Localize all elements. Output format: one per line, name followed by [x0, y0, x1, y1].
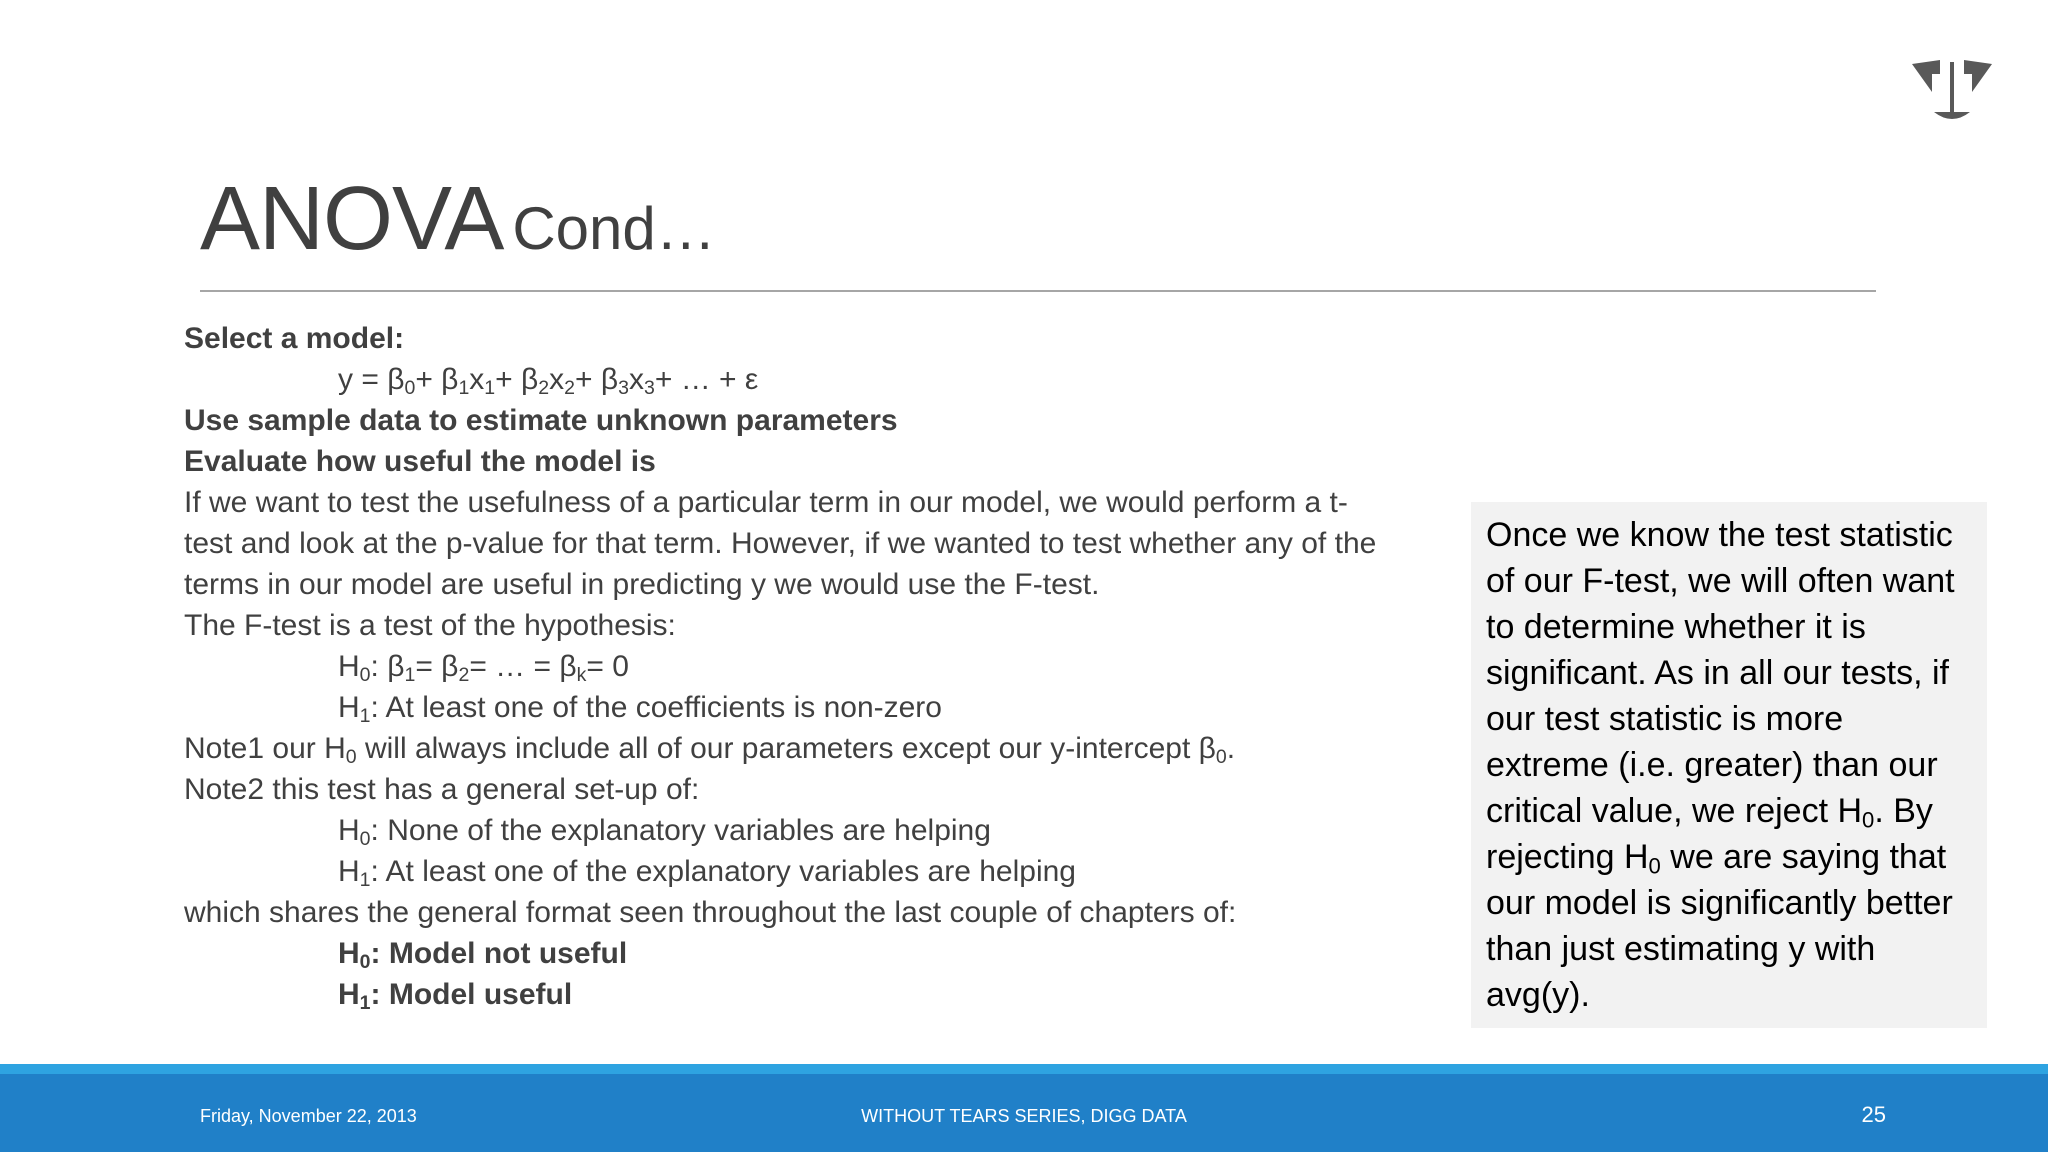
paragraph-usefulness: If we want to test the usefulness of a particular term in our model, we would perform a t-test and look at the p-value for that term. However, if we wanted to test whether any of the terms in our model are useful in predicting y we would use the F-test. [184, 486, 1377, 601]
page-number: 25 [1861, 1102, 1886, 1127]
f-test-intro: The F-test is a test of the hypothesis: [184, 609, 676, 642]
title-divider [200, 290, 1876, 292]
slide-body [184, 318, 1384, 1015]
model-equation: $y = \beta_0+ \beta_1x_1+ \beta_2x_2+ \beta_3x_3+$ … + ε [338, 363, 759, 399]
heading-select-model: Select a model: [184, 322, 405, 355]
footer-series: WITHOUT TEARS SERIES, DIGG DATA [861, 1106, 1187, 1126]
footer-date: Friday, November 22, 2013 [200, 1106, 417, 1126]
hypothesis-h1: $H_1$: At least one of the coefficients is non-zero [338, 691, 942, 727]
heading-estimate-parameters: Use sample data to estimate unknown parameters [184, 404, 898, 437]
wineglass-logo-icon [1910, 58, 1994, 124]
callout-box: Once we know the test statistic of our F-test, we will often want to determine whether it is significant. As in all our tests, if our test statistic is more extreme (i.e. greater) than our critical value, we reject $H_0$. By rejecting $H_0$ we are saying that our model is significantly better than just estimating y with avg(y). [1471, 502, 1987, 1028]
general-h1: $H_1$: At least one of the explanatory variables are helping [338, 855, 1076, 891]
hypothesis-h0: $H_0$: $\beta_1= \beta_2=$ … = $\beta_k= 0$ [338, 650, 629, 686]
general-h0: $H_0$: None of the explanatory variables are helping [338, 814, 991, 850]
slide-title [200, 168, 716, 271]
shares-format-text: which shares the general format seen throughout the last couple of chapters of: [184, 896, 1237, 929]
bold-h1-model-useful: $H_1$: Model useful [338, 978, 573, 1014]
note-1: Note1 our $H_0$ will always include all of our parameters except our y-intercept $\beta_0$. [184, 732, 1236, 768]
footer-accent-line [0, 1064, 2048, 1074]
heading-evaluate-model: Evaluate how useful the model is [184, 445, 656, 478]
bold-h0-model-not-useful: $H_0$: Model not useful [338, 937, 628, 973]
slide-title-sub: Cond… [512, 195, 716, 262]
note-2: Note2 this test has a general set-up of: [184, 773, 700, 806]
slide-title-main: ANOVA [200, 169, 504, 269]
footer-bar [0, 1074, 2048, 1152]
